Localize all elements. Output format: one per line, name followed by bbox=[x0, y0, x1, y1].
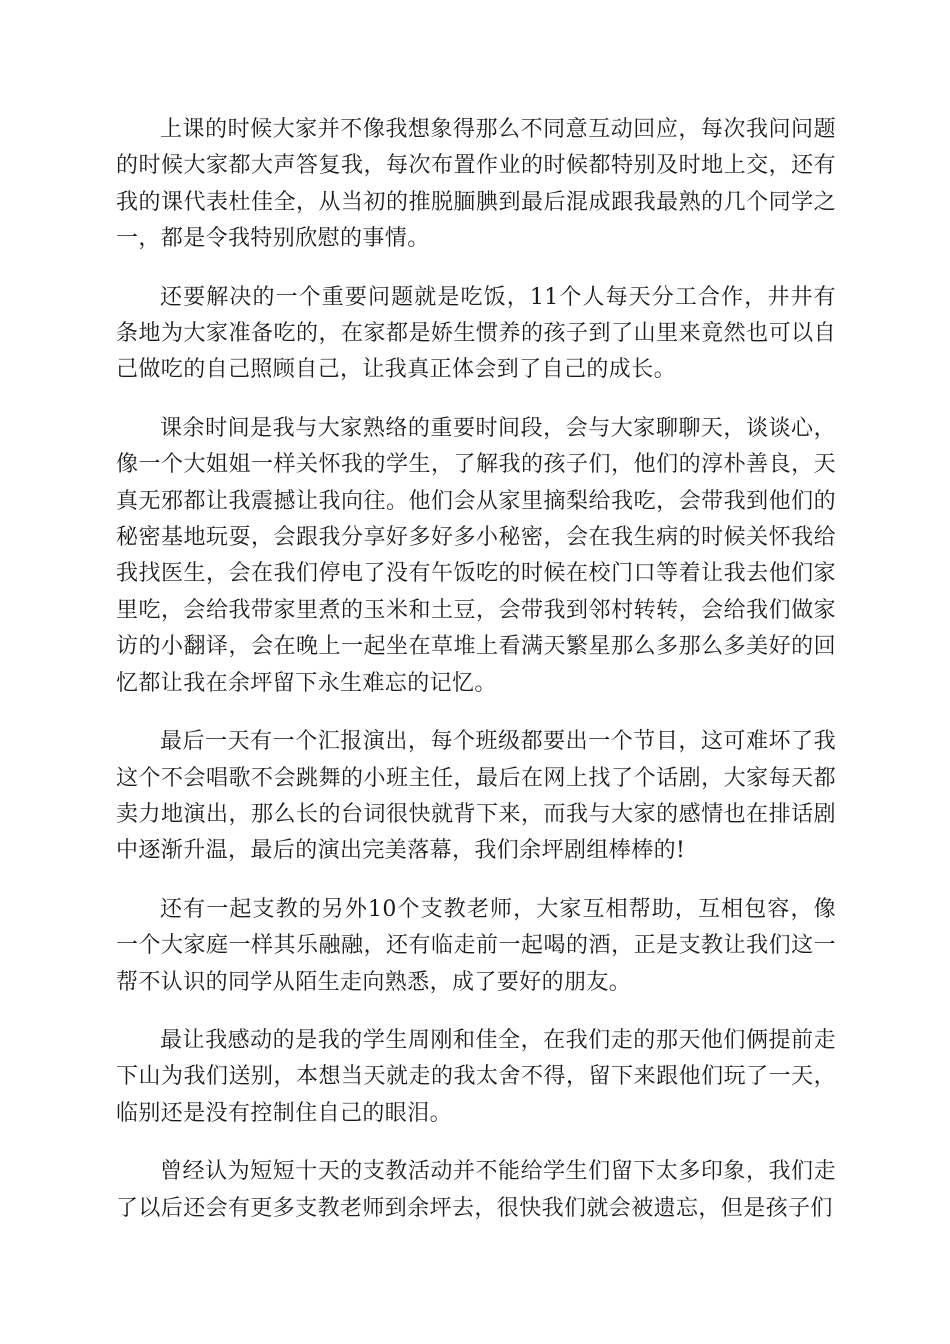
paragraph-3: 课余时间是我与大家熟络的重要时间段，会与大家聊聊天，谈谈心，像一个大姐姐一样关怀我的学生，了解我的孩子们，他们的淳朴善良，天真无邪都让我震撼让我向往。他们会从家里摘梨给我吃，会带我到他们的秘密基地玩耍，会跟我分享好多好多小秘密，会在我生病的时候关怀我给我找医生，会在我们停电了没有午饭吃的时候在校门口等着让我去他们家里吃，会给我带家里煮的玉米和土豆，会带我到邻村转转，会给我们做家访的小翻译，会在晚上一起坐在草堆上看满天繁星那么多那么多美好的回忆都让我在余坪留下永生难忘的记忆。 bbox=[116, 415, 836, 696]
document-page bbox=[116, 112, 836, 1249]
paragraph-4: 最后一天有一个汇报演出，每个班级都要出一个节目，这可难坏了我这个不会唱歌不会跳舞的小班主任，最后在网上找了个话剧，大家每天都卖力地演出，那么长的台词很快就背下来，而我与大家的感情也在排话剧中逐渐升温，最后的演出完美落幕，我们余坪剧组棒棒的! bbox=[116, 729, 836, 864]
paragraph-7: 曾经认为短短十天的支教活动并不能给学生们留下太多印象，我们走了以后还会有更多支教老师到余坪去，很快我们就会被遗忘，但是孩子们 bbox=[116, 1159, 836, 1221]
paragraph-2: 还要解决的一个重要问题就是吃饭，11个人每天分工合作，井井有条地为大家准备吃的，在家都是娇生惯养的孩子到了山里来竟然也可以自己做吃的自己照顾自己，让我真正体会到了自己的成长。 bbox=[116, 284, 836, 383]
paragraph-6: 最让我感动的是我的学生周刚和佳全，在我们走的那天他们俩提前走下山为我们送别，本想当天就走的我太舍不得，留下来跟他们玩了一天，临别还是没有控制住自己的眼泪。 bbox=[116, 1027, 836, 1126]
paragraph-5: 还有一起支教的另外10个支教老师，大家互相帮助，互相包容，像一个大家庭一样其乐融融，还有临走前一起喝的酒，正是支教让我们这一帮不认识的同学从陌生走向熟悉，成了要好的朋友。 bbox=[116, 896, 836, 995]
paragraph-1: 上课的时候大家并不像我想象得那么不同意互动回应，每次我问问题的时候大家都大声答复我，每次布置作业的时候都特别及时地上交，还有我的课代表杜佳全，从当初的推脱腼腆到最后混成跟我最熟的几个同学之一，都是令我特别欣慰的事情。 bbox=[116, 117, 836, 252]
